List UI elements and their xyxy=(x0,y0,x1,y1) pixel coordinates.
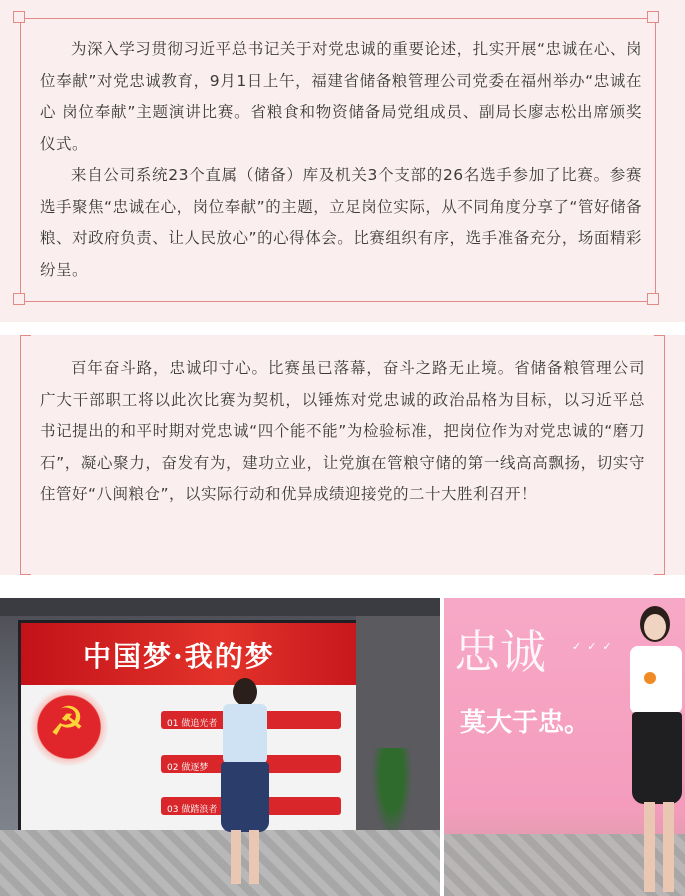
banner-sub-text: 莫大于忠。 xyxy=(460,708,591,738)
frame-corner xyxy=(647,293,659,305)
screen-banner xyxy=(21,623,359,685)
right-bracket xyxy=(654,335,665,575)
conclusion-card xyxy=(0,335,685,575)
plant-icon xyxy=(372,748,412,838)
speaker-person xyxy=(626,606,685,896)
speaker-person xyxy=(215,678,275,888)
left-bracket xyxy=(20,335,31,575)
badge-icon xyxy=(644,672,656,684)
frame-corner xyxy=(647,11,659,23)
banner-main-text: 忠诚 xyxy=(454,625,546,679)
speech-photo-right xyxy=(444,598,685,896)
screen-row: 03 做踏浪者 xyxy=(161,797,341,815)
screen-title: 中国梦·我的梦 xyxy=(83,640,275,673)
paragraph: 百年奋斗路，忠诚印寸心。比赛虽已落幕，奋斗之路无止境。省储备粮管理公司广大干部职工将以此次比赛为契机，以锤炼对党忠诚的政治品格为目标，以习近平总书记提出的和平时期对党忠诚“四个能不能”为检验标准，把岗位作为对党忠诚的“磨刀石”，凝心聚力，奋发有为，建功立业，让党旗在管粮守储的第一线高高飘扬，切实守住管好“八闽粮仓”，以实际行动和优异成绩迎接党的二十大胜利召开！ xyxy=(40,359,645,503)
projection-screen xyxy=(18,620,362,842)
doves-icon: ✓✓✓ xyxy=(572,640,618,653)
screen-row: 01 做追光者 xyxy=(161,711,341,729)
conclusion-text xyxy=(40,353,645,511)
speech-photo-left xyxy=(0,598,440,896)
intro-card xyxy=(0,0,685,322)
ceiling xyxy=(0,598,440,616)
frame-corner xyxy=(13,11,25,23)
paragraph: 为深入学习贯彻习近平总书记关于对党忠诚的重要论述，扎实开展“忠诚在心、岗位奉献”对党忠诚教育，9月1日上午，福建省储备粮管理公司党委在福州举办“忠诚在心 岗位奉献”主题演讲比赛。省粮食和物资储备局党组成员、副局长廖志松出席颁奖仪式。 xyxy=(40,40,642,153)
intro-text xyxy=(40,34,642,286)
party-emblem-icon: ☭ xyxy=(29,687,109,767)
screen-row: 02 做逐梦 xyxy=(161,755,341,773)
frame-corner xyxy=(13,293,25,305)
paragraph: 来自公司系统23个直属（储备）库及机关3个支部的26名选手参加了比赛。参赛选手聚焦“忠诚在心，岗位奉献”的主题，立足岗位实际，从不同角度分享了“管好储备粮、对政府负责、让人民放心”的心得体会。比赛组织有序，选手准备充分，场面精彩纷呈。 xyxy=(40,166,642,279)
